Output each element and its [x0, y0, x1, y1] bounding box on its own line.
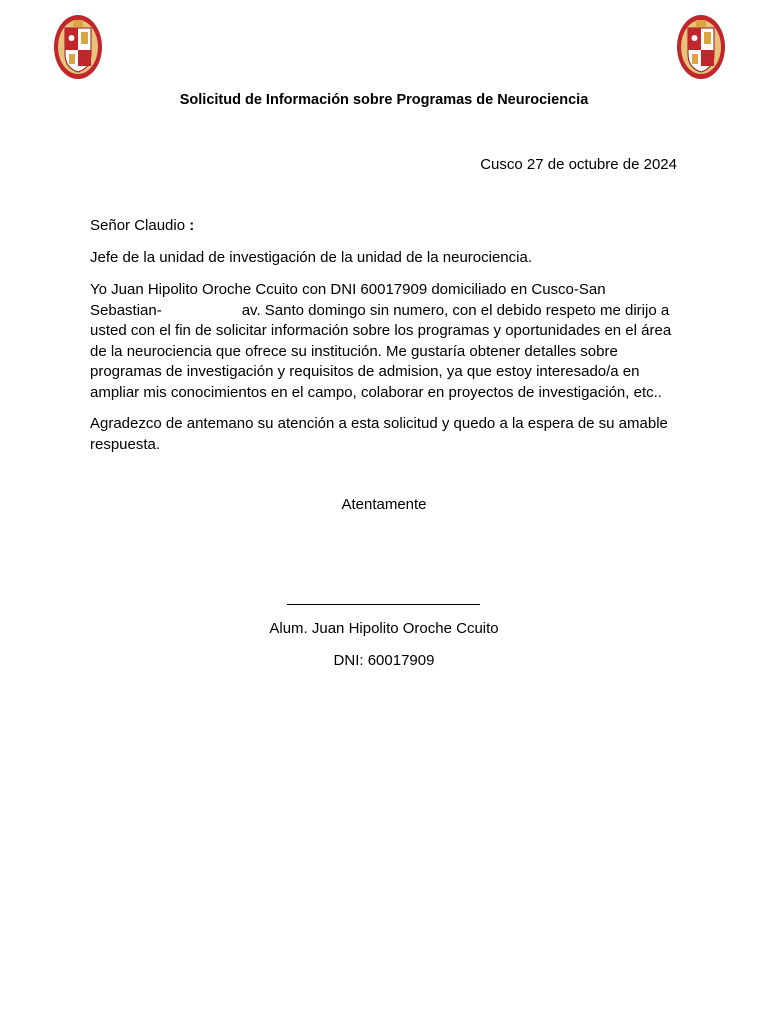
paragraph-line	[90, 301, 680, 322]
paragraph-line: Yo Juan Hipolito Oroche Ccuito con DNI 60017909 domiciliado en Cusco-San	[90, 281, 606, 298]
body-paragraph-1	[90, 280, 680, 404]
signature-name: Alum. Juan Hipolito Oroche Ccuito	[269, 620, 499, 637]
signature-line	[287, 604, 480, 605]
paragraph-line: ampliar mis conocimientos en el campo, colaborar en proyectos de investigación, etc..	[90, 383, 662, 401]
document-title: Solicitud de Información sobre Programas de Neurociencia	[179, 92, 589, 108]
paragraph-line: usted con el fin de solicitar información sobre los programas y oportunidades en el área	[90, 322, 672, 340]
coat-of-arms-icon-right	[676, 14, 726, 80]
salutation-colon: :	[189, 217, 195, 234]
paragraph-line-end: av. Santo domingo sin numero, con el debido respeto me dirijo a	[241, 301, 670, 319]
recipient-role: Jefe de la unidad de investigación de la unidad de la neurociencia.	[90, 249, 532, 266]
coat-of-arms-icon-left	[53, 14, 103, 80]
signature-dni: DNI: 60017909	[333, 652, 435, 669]
paragraph-line-start: Sebastian-	[90, 301, 162, 319]
salutation	[90, 217, 194, 234]
paragraph-line: programas de investigación y requisitos de admision, ya que estoy interesado/a en	[90, 363, 640, 381]
letter-date: Cusco 27 de octubre de 2024	[480, 156, 677, 173]
paragraph-line: de la neurociencia que ofrece su institución. Me gustaría obtener detalles sobre	[90, 342, 618, 360]
closing: Atentamente	[341, 496, 427, 513]
salutation-name: Señor Claudio	[90, 217, 190, 234]
body-paragraph-2: Agradezco de antemano su atención a esta solicitud y quedo a la espera de su amable respuesta.	[90, 415, 668, 453]
